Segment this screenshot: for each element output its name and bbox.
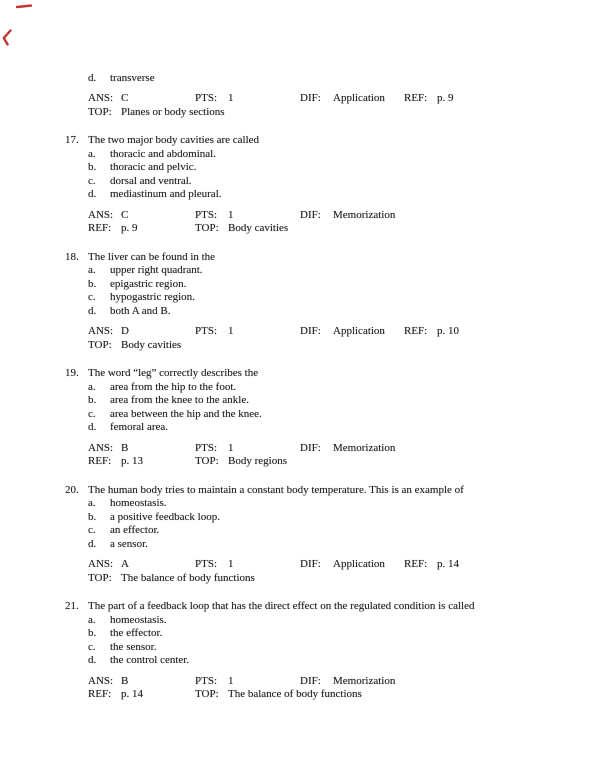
option-text: epigastric region. (110, 277, 187, 290)
question-row (0, 134, 600, 148)
answer-row (0, 455, 600, 469)
answer-row (0, 675, 600, 689)
option-row (0, 641, 600, 655)
option-letter: d. (88, 71, 97, 84)
option-letter: b. (88, 627, 97, 639)
answer-field-value: B (121, 441, 129, 454)
answer-field-value: Application (333, 325, 385, 337)
option-text: upper right quadrant. (110, 264, 203, 276)
red-pen-check-mark (4, 31, 11, 45)
answer-row (0, 688, 600, 702)
answer-field-label: REF: (404, 558, 428, 570)
answer-field-label: ANS: (88, 92, 114, 104)
option-letter: c. (88, 291, 96, 303)
answer-field-label: ANS: (88, 208, 114, 221)
option-letter: d. (88, 654, 97, 666)
question-number: 21. (65, 600, 79, 612)
answer-row (0, 442, 600, 456)
answer-field-label: REF: (88, 455, 112, 467)
answer-field-label: DIF: (300, 674, 321, 687)
answer-row (0, 222, 600, 236)
option-row (0, 305, 600, 319)
answer-field-value: p. 9 (437, 92, 454, 104)
option-letter: c. (88, 524, 96, 536)
option-text: area between the hip and the knee. (110, 407, 262, 420)
option-row (0, 381, 600, 395)
options (0, 264, 600, 318)
question-row (0, 600, 600, 614)
options (0, 497, 600, 551)
document-content (0, 72, 600, 717)
answer-field-label: TOP: (195, 455, 219, 467)
answer-field-value: C (121, 208, 129, 221)
answer-field-label: REF: (88, 222, 112, 234)
option-row (0, 291, 600, 305)
option-letter: c. (88, 407, 96, 420)
question-block (0, 251, 600, 353)
question-number: 20. (65, 483, 79, 496)
option-row (0, 264, 600, 278)
option-row (0, 72, 600, 86)
option-row (0, 408, 600, 422)
option-row (0, 614, 600, 628)
answer-field-label: PTS: (195, 92, 218, 104)
options (0, 148, 600, 202)
option-text: thoracic and abdominal. (110, 147, 216, 160)
answer-field-label: PTS: (195, 558, 218, 570)
answer-field-value: Body cavities (228, 222, 289, 234)
answer-field-label: PTS: (195, 325, 218, 337)
answer-field-label: TOP: (195, 688, 219, 700)
answer-row (0, 558, 600, 572)
answer-field-label: PTS: (195, 441, 218, 454)
red-pen-marks (0, 0, 60, 60)
answer-field-value: p. 9 (121, 222, 138, 234)
options (0, 72, 600, 86)
answer-field-label: PTS: (195, 208, 218, 221)
answer-block (0, 442, 600, 469)
answer-field-label: DIF: (300, 325, 321, 337)
answer-field-label: TOP: (88, 338, 112, 351)
answer-field-value: The balance of body functions (121, 571, 255, 584)
option-row (0, 175, 600, 189)
option-text: hypogastric region. (110, 291, 195, 303)
answer-field-value: 1 (228, 674, 234, 687)
option-text: the control center. (110, 654, 190, 666)
answer-field-label: DIF: (300, 92, 321, 104)
option-text: thoracic and pelvic. (110, 161, 197, 173)
answer-field-value: 1 (228, 325, 234, 337)
option-letter: a. (88, 380, 96, 393)
option-letter: b. (88, 394, 97, 406)
answer-field-label: TOP: (88, 105, 112, 118)
option-letter: b. (88, 277, 97, 290)
option-text: the effector. (110, 627, 163, 639)
answer-block (0, 92, 600, 119)
answer-row (0, 325, 600, 339)
answer-field-value: Application (333, 92, 385, 104)
question-block (0, 367, 600, 469)
option-letter: c. (88, 640, 96, 653)
answer-field-value: B (121, 674, 129, 687)
option-text: area from the knee to the ankle. (110, 394, 249, 406)
question-number: 17. (65, 134, 79, 146)
option-text: a positive feedback loop. (110, 510, 220, 523)
option-row (0, 654, 600, 668)
option-letter: d. (88, 421, 97, 433)
option-row (0, 161, 600, 175)
answer-field-label: DIF: (300, 441, 321, 454)
answer-field-value: p. 10 (437, 325, 459, 337)
option-letter: b. (88, 510, 97, 523)
red-pen-dash-mark (17, 6, 31, 7)
option-text: an effector. (110, 524, 160, 536)
answer-field-value: p. 14 (437, 558, 459, 570)
question-block (0, 134, 600, 236)
answer-field-value: Application (333, 558, 385, 570)
answer-field-label: ANS: (88, 441, 114, 454)
options (0, 381, 600, 435)
answer-field-value: C (121, 92, 129, 104)
option-row (0, 524, 600, 538)
question-block (0, 72, 600, 120)
answer-row (0, 92, 600, 106)
answer-field-value: 1 (228, 441, 234, 454)
option-letter: a. (88, 147, 96, 160)
option-text: homeostasis. (110, 613, 167, 626)
question-text: The word “leg” correctly describes the (88, 367, 259, 379)
question-block (0, 484, 600, 586)
answer-row (0, 106, 600, 120)
option-letter: a. (88, 613, 96, 626)
answer-row (0, 209, 600, 223)
question-text: The liver can be found in the (88, 250, 216, 263)
answer-row (0, 339, 600, 353)
option-text: dorsal and ventral. (110, 174, 192, 187)
answer-field-value: Memorization (333, 441, 396, 454)
answer-field-label: ANS: (88, 325, 114, 337)
answer-field-value: Body regions (228, 455, 287, 467)
answer-field-label: REF: (88, 688, 112, 700)
question-row (0, 251, 600, 265)
answer-field-value: The balance of body functions (228, 688, 362, 700)
option-row (0, 538, 600, 552)
answer-block (0, 558, 600, 585)
answer-field-label: DIF: (300, 208, 321, 221)
answer-field-value: Memorization (333, 208, 396, 221)
answer-block (0, 325, 600, 352)
answer-field-value: A (121, 558, 129, 570)
answer-field-value: Planes or body sections (121, 105, 225, 118)
answer-field-value: 1 (228, 92, 234, 104)
answer-field-value: Memorization (333, 674, 396, 687)
question-text: The part of a feedback loop that has the direct effect on the regulated condition is called (88, 600, 475, 612)
answer-field-label: TOP: (195, 222, 219, 234)
option-row (0, 627, 600, 641)
options (0, 614, 600, 668)
answer-field-label: REF: (404, 92, 428, 104)
question-row (0, 367, 600, 381)
option-row (0, 188, 600, 202)
question-block (0, 600, 600, 702)
answer-field-value: D (121, 325, 129, 337)
answer-field-value: Body cavities (121, 338, 182, 351)
option-letter: b. (88, 161, 97, 173)
answer-field-value: 1 (228, 208, 234, 221)
answer-field-value: 1 (228, 558, 234, 570)
answer-row (0, 572, 600, 586)
answer-field-label: DIF: (300, 558, 321, 570)
option-letter: a. (88, 264, 96, 276)
answer-field-label: TOP: (88, 571, 112, 584)
option-row (0, 278, 600, 292)
answer-field-label: ANS: (88, 674, 114, 687)
question-number: 19. (65, 367, 79, 379)
option-text: both A and B. (110, 304, 171, 317)
option-text: area from the hip to the foot. (110, 380, 237, 393)
option-text: femoral area. (110, 421, 169, 433)
option-text: homeostasis. (110, 497, 167, 509)
answer-field-value: p. 13 (121, 455, 143, 467)
answer-field-label: REF: (404, 325, 428, 337)
option-row (0, 421, 600, 435)
question-row (0, 484, 600, 498)
answer-block (0, 209, 600, 236)
option-text: the sensor. (110, 640, 157, 653)
option-row (0, 148, 600, 162)
option-row (0, 497, 600, 511)
option-text: a sensor. (110, 537, 148, 550)
answer-field-label: PTS: (195, 674, 218, 687)
option-text: transverse (110, 71, 155, 84)
option-letter: d. (88, 188, 97, 200)
option-letter: c. (88, 174, 96, 187)
option-letter: d. (88, 537, 97, 550)
option-row (0, 394, 600, 408)
answer-field-label: ANS: (88, 558, 114, 570)
answer-field-value: p. 14 (121, 688, 143, 700)
answer-block (0, 675, 600, 702)
option-letter: a. (88, 497, 96, 509)
question-text: The human body tries to maintain a constant body temperature. This is an example of (88, 483, 464, 496)
question-text: The two major body cavities are called (88, 134, 260, 146)
option-letter: d. (88, 304, 97, 317)
question-number: 18. (65, 250, 79, 263)
option-row (0, 511, 600, 525)
option-text: mediastinum and pleural. (110, 188, 222, 200)
